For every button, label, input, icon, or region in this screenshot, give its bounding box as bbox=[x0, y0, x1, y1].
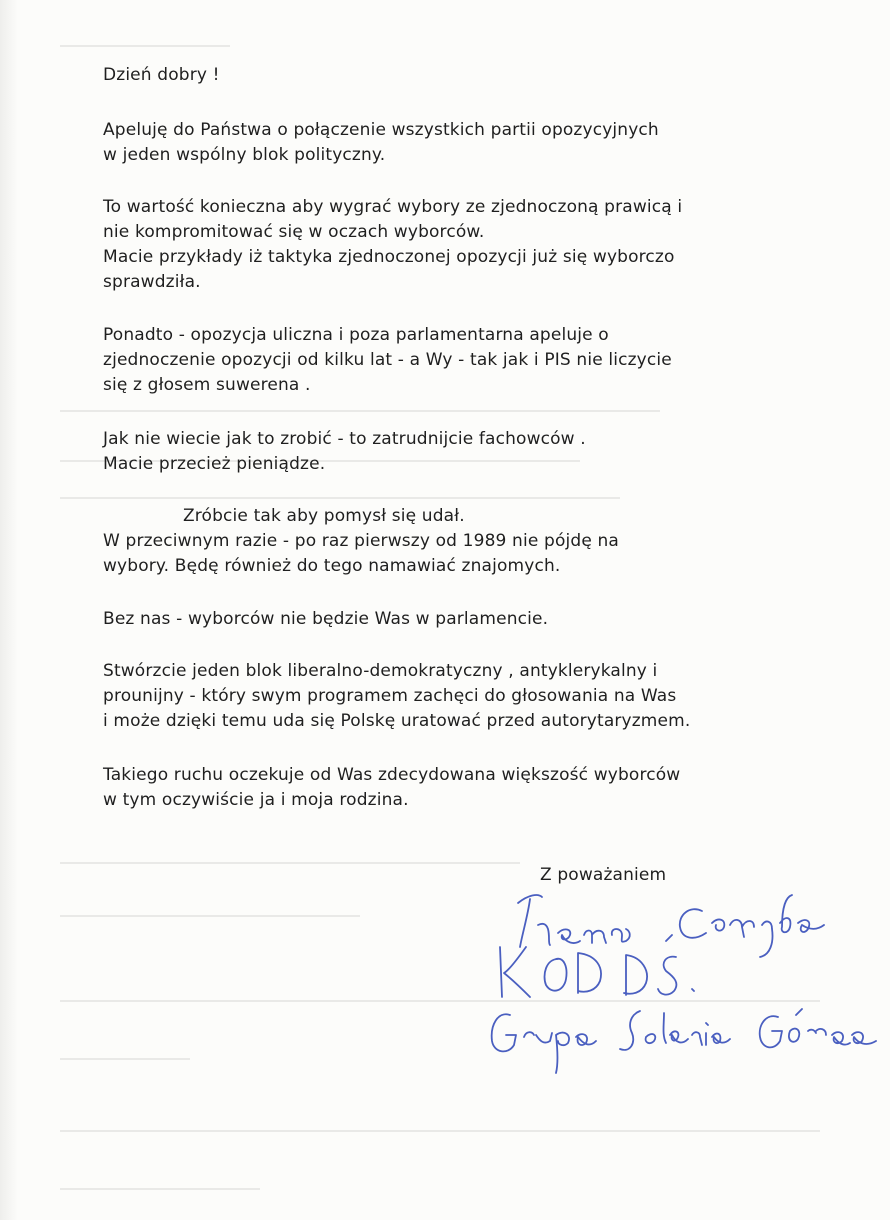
signature-line-1 bbox=[518, 895, 630, 947]
scan-artifact bbox=[60, 1188, 260, 1190]
text-line: Ponadto - opozycja uliczna i poza parlamentarna apeluje o bbox=[103, 325, 609, 345]
text-line: Apeluję do Państwa o połączenie wszystkich partii opozycyjnych bbox=[103, 120, 659, 140]
scan-artifact bbox=[60, 862, 520, 864]
text-line: Takiego ruchu oczekuje od Was zdecydowana większość wyborców bbox=[103, 765, 681, 785]
paragraph-bloc bbox=[103, 659, 690, 734]
signature-line-1b bbox=[680, 895, 824, 957]
paragraph-warning bbox=[103, 504, 619, 579]
text-line: W przeciwnym razie - po raz pierwszy od 1989 nie pójdę na bbox=[103, 531, 619, 551]
text-line: Stwórzcie jeden blok liberalno-demokratyczny , antyklerykalny i bbox=[103, 661, 658, 681]
text-line: To wartość konieczna aby wygrać wybory ze zjednoczoną prawicą i bbox=[103, 197, 683, 217]
scan-artifact bbox=[60, 497, 620, 499]
text-line: zjednoczenie opozycji od kilku lat - a Wy - tak jak i PIS nie liczycie bbox=[103, 350, 672, 370]
text-line: Jak nie wiecie jak to zrobić - to zatrudnijcie fachowców . bbox=[103, 429, 586, 449]
text-line: sprawdziła. bbox=[103, 272, 201, 292]
scan-artifact bbox=[60, 915, 360, 917]
text-line: w tym oczywiście ja i moja rodzina. bbox=[103, 790, 409, 810]
text-line: nie kompromitować się w oczach wyborców. bbox=[103, 222, 485, 242]
paragraph-appeal bbox=[103, 118, 659, 168]
handwritten-signature bbox=[480, 885, 885, 1085]
signature-line-3 bbox=[492, 1014, 596, 1073]
text-line: w jeden wspólny blok polityczny. bbox=[103, 145, 386, 165]
signature-line-3b bbox=[620, 1011, 730, 1050]
scan-artifact bbox=[60, 410, 660, 412]
text-line: Macie przecież pieniądze. bbox=[103, 454, 326, 474]
letter-greeting: Dzień dobry ! bbox=[103, 65, 220, 85]
paragraph-expectation bbox=[103, 763, 680, 813]
text-line: i może dzięki temu uda się Polskę uratować przed autorytaryzmem. bbox=[103, 711, 691, 731]
text-line: wybory. Będę również do tego namawiać znajomych. bbox=[103, 556, 561, 576]
paragraph-experts bbox=[103, 427, 586, 477]
text-line: Macie przykłady iż taktyka zjednoczonej opozycji już się wyborczo bbox=[103, 247, 675, 267]
text-line: prounijny - który swym programem zachęci do głosowania na Was bbox=[103, 686, 677, 706]
text-line: się z głosem suwerena . bbox=[103, 375, 311, 395]
paragraph-street-opposition bbox=[103, 323, 672, 398]
paragraph-value bbox=[103, 195, 682, 295]
paragraph-voters: Bez nas - wyborców nie będzie Was w parlamencie. bbox=[103, 609, 549, 629]
text-line: Zróbcie tak aby pomysł się udał. bbox=[183, 506, 465, 526]
scan-artifact bbox=[60, 45, 230, 47]
scan-artifact bbox=[60, 1058, 190, 1060]
signature-line-3c bbox=[760, 1009, 876, 1047]
scan-artifact bbox=[60, 1130, 820, 1132]
scan-left-edge bbox=[0, 0, 18, 1220]
closing-salutation: Z poważaniem bbox=[540, 865, 667, 885]
signature-line-2 bbox=[500, 935, 694, 997]
